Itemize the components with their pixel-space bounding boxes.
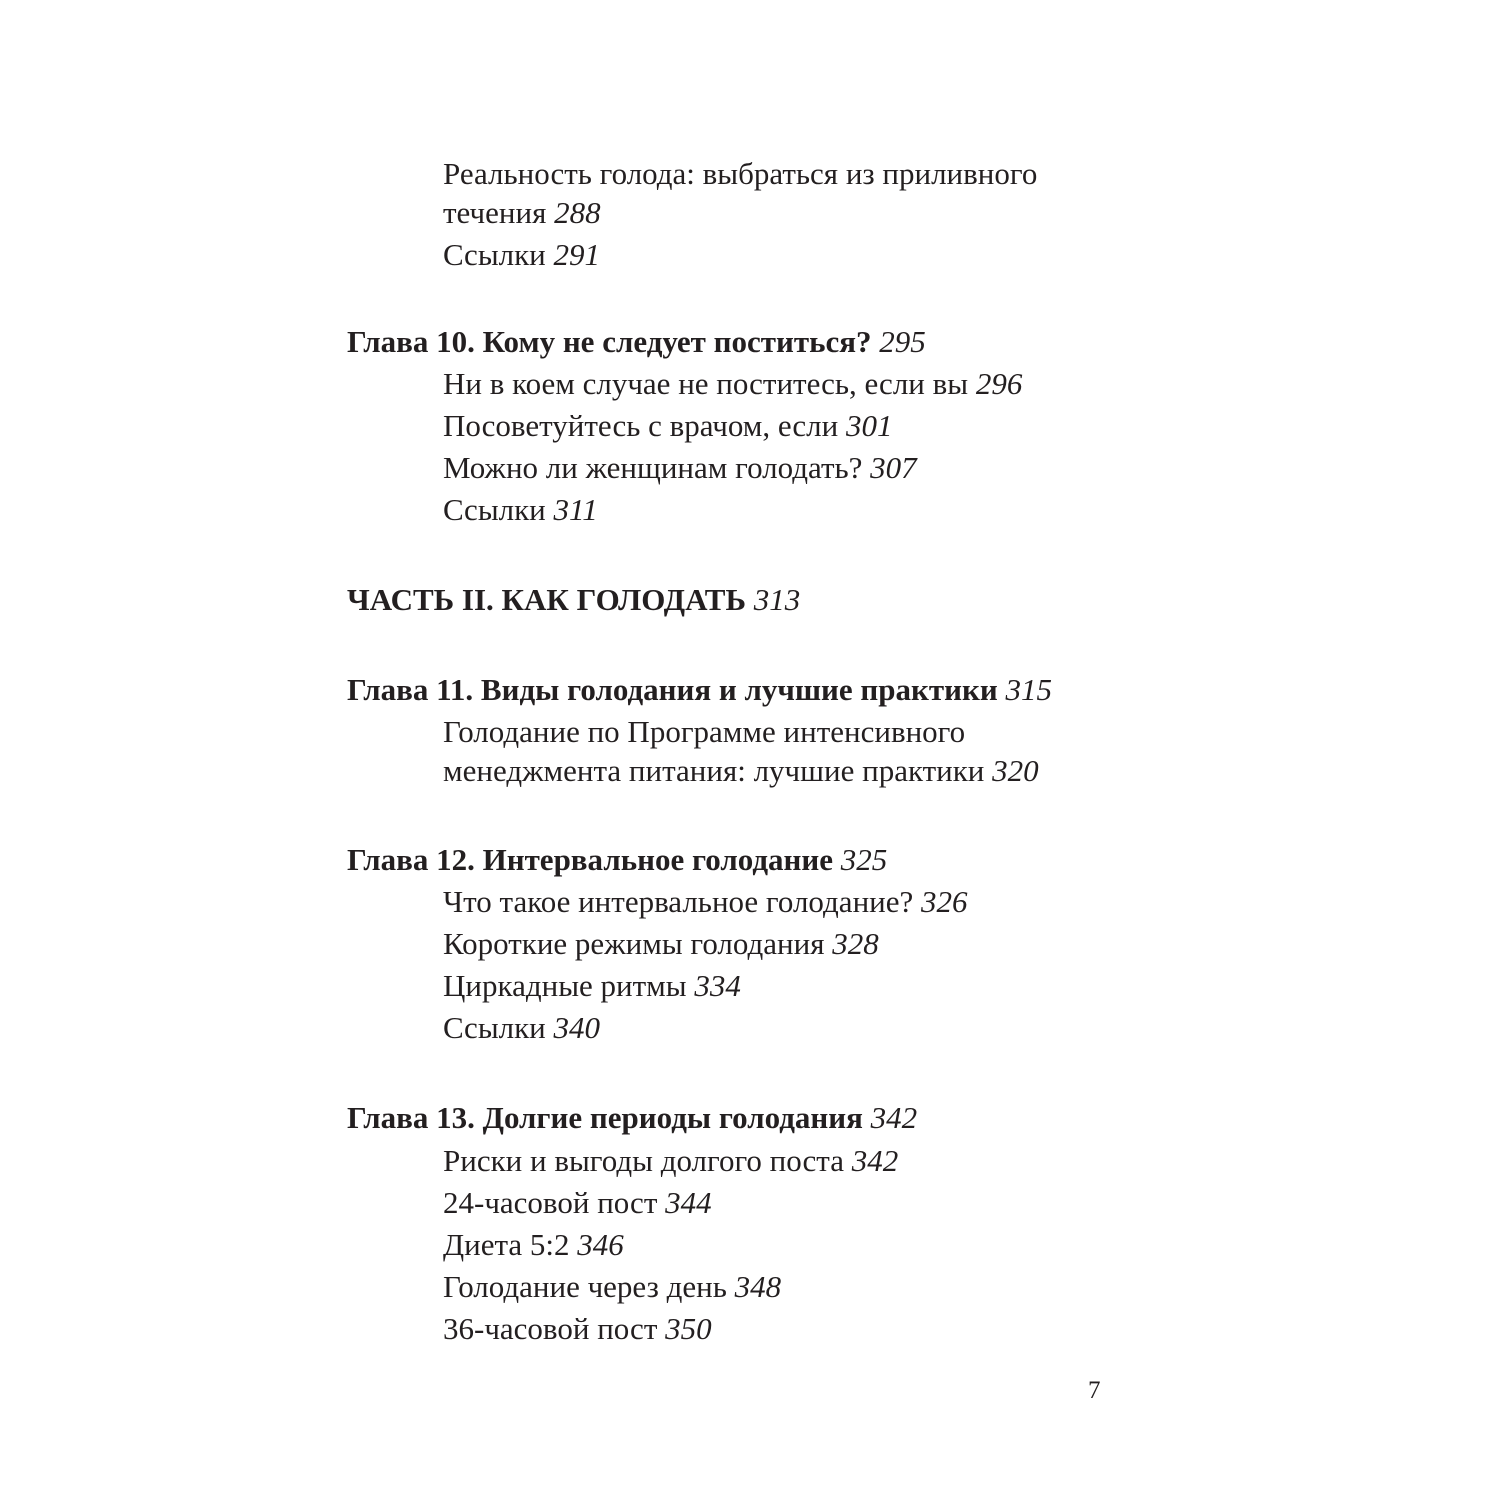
part-title: ЧАСТЬ II. КАК ГОЛОДАТЬ	[347, 582, 746, 617]
toc-page-number: 320	[992, 753, 1039, 788]
toc-entry-title: Что такое интервальное голодание?	[443, 884, 914, 919]
chapter-heading	[347, 840, 887, 880]
toc-entry	[443, 1267, 781, 1307]
toc-entry	[443, 235, 600, 275]
toc-entry	[443, 1008, 600, 1048]
chapter-heading	[347, 322, 926, 362]
toc-entry	[443, 406, 892, 446]
toc-entry-title: течения	[443, 195, 547, 230]
toc-page-number: 301	[845, 408, 893, 443]
toc-page-number: 340	[553, 1010, 601, 1045]
toc-entry	[443, 1141, 898, 1181]
toc-entry-title: Голодание через день	[443, 1269, 735, 1304]
chapter-title: Глава 13. Долгие периоды голодания	[347, 1100, 863, 1135]
toc-entry-title: менеджмента питания: лучшие практики	[443, 753, 985, 788]
toc-page-number: 326	[921, 884, 968, 919]
toc-page-number: 311	[553, 492, 598, 527]
toc-page-number: 307	[870, 450, 917, 485]
toc-entry	[443, 1225, 624, 1265]
toc-entry-title: 36-часовой пост	[443, 1311, 658, 1346]
part-heading	[347, 580, 800, 620]
toc-entry-line	[443, 712, 965, 752]
toc-page-number: 348	[734, 1269, 782, 1304]
toc-page-number: 296	[975, 366, 1023, 401]
page-number: 7	[1088, 1377, 1101, 1404]
toc-entry	[443, 1183, 712, 1223]
toc-entry-title: Можно ли женщинам голодать?	[443, 450, 863, 485]
toc-entry	[443, 364, 1022, 404]
toc-entry	[443, 193, 601, 233]
toc-entry-title: Диета 5:2	[443, 1227, 570, 1262]
toc-entry	[443, 882, 968, 922]
toc-page-number: 313	[753, 582, 801, 617]
toc-entry-title: Ссылки	[443, 1010, 546, 1045]
toc-page-number: 291	[553, 237, 601, 272]
toc-page-number: 346	[577, 1227, 624, 1262]
toc-entry	[443, 490, 598, 530]
toc-entry-title: Ни в коем случае не поститесь, если вы	[443, 366, 969, 401]
toc-entry-title: Риски и выгоды долгого поста	[443, 1143, 844, 1178]
chapter-heading	[347, 1098, 917, 1138]
toc-entry-title: Ссылки	[443, 492, 546, 527]
toc-page-number: 334	[694, 968, 741, 1003]
toc-entry-line	[443, 154, 1037, 194]
toc-entry-title: Ссылки	[443, 237, 546, 272]
toc-entry	[443, 751, 1039, 791]
toc-page-number: 344	[665, 1185, 712, 1220]
chapter-title: Глава 10. Кому не следует поститься?	[347, 324, 872, 359]
toc-entry-title: Короткие режимы голодания	[443, 926, 825, 961]
toc-entry-title: 24-часовой пост	[443, 1185, 658, 1220]
toc-page-number: 288	[554, 195, 601, 230]
toc-page-number: 328	[832, 926, 879, 961]
toc-entry-title: Циркадные ритмы	[443, 968, 687, 1003]
toc-entry-title: Голодание по Программе интенсивного	[443, 714, 966, 749]
toc-page-number: 295	[879, 324, 926, 359]
toc-page-number: 342	[851, 1143, 899, 1178]
chapter-heading	[347, 670, 1052, 710]
toc-page-number: 350	[665, 1311, 712, 1346]
toc-entry	[443, 966, 741, 1006]
toc-entry	[443, 924, 879, 964]
toc-page-number: 325	[840, 842, 888, 877]
toc-entry	[443, 1309, 712, 1349]
toc-page-number: 342	[870, 1100, 918, 1135]
toc-entry	[443, 448, 917, 488]
toc-page-number: 315	[1005, 672, 1052, 707]
chapter-title: Глава 11. Виды голодания и лучшие практики	[347, 672, 998, 707]
chapter-title: Глава 12. Интервальное голодание	[347, 842, 834, 877]
toc-entry-title: Реальность голода: выбраться из приливного	[443, 156, 1038, 191]
toc-entry-title: Посоветуйтесь с врачом, если	[443, 408, 839, 443]
